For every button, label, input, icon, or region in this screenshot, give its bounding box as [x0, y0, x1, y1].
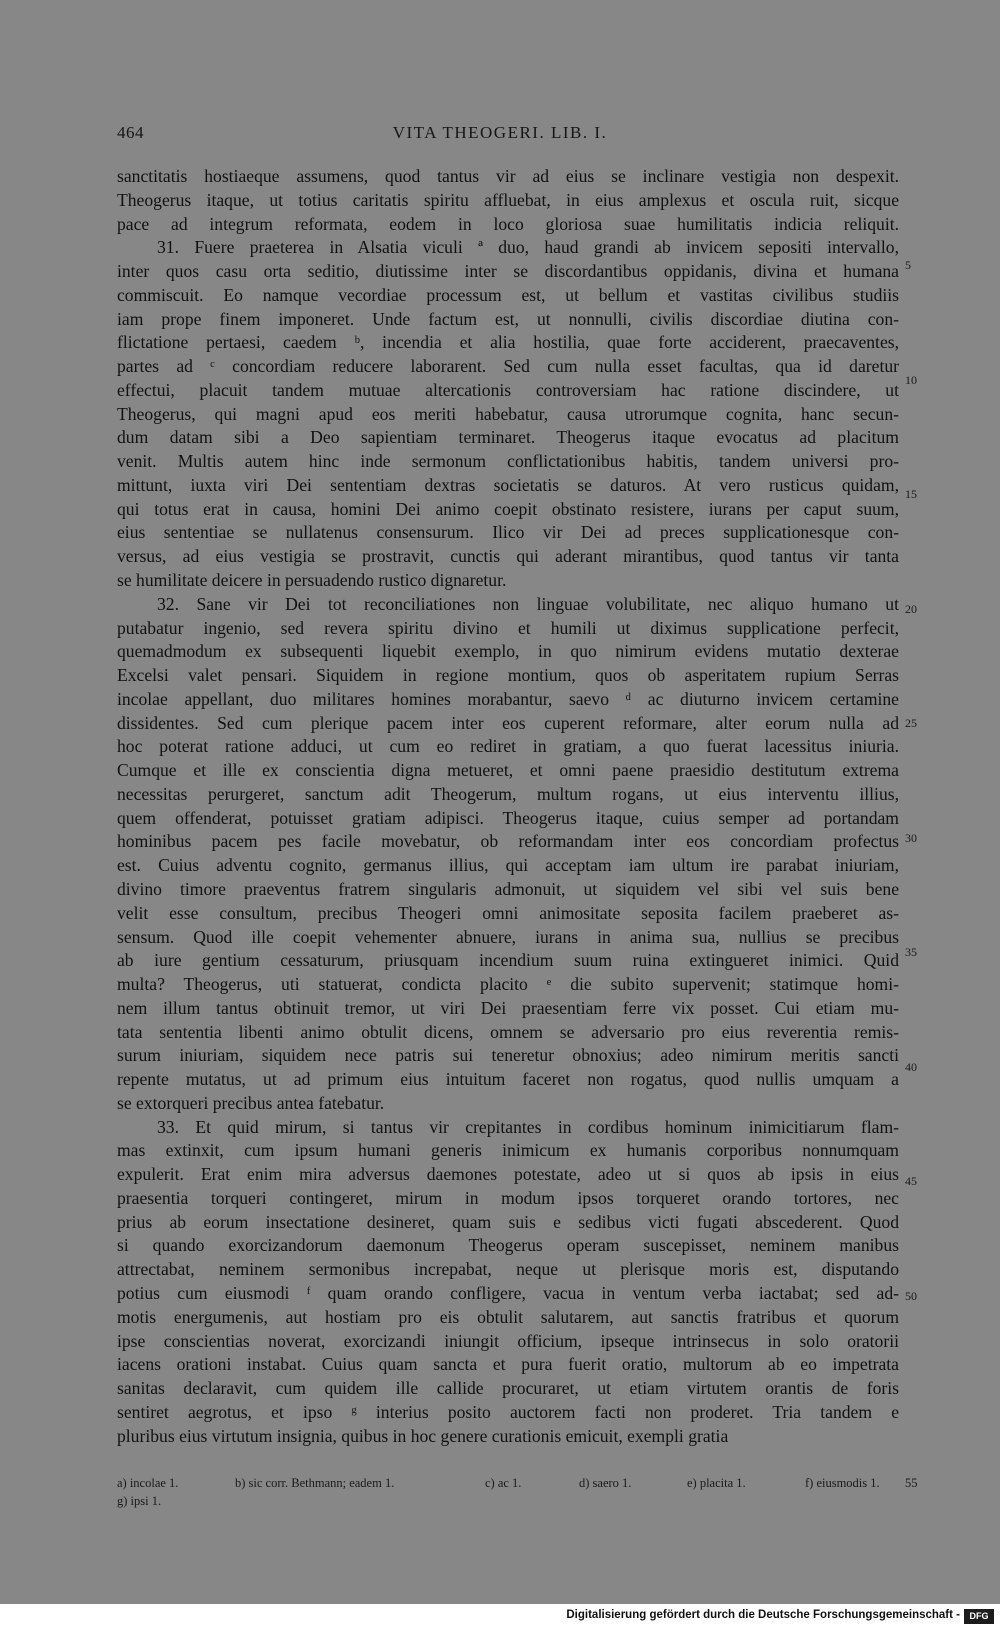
- margin-line-number: 30: [905, 831, 917, 845]
- text-line: divino timore praeventus fratrem singularis admonuit, ut siquidem vel sibi vel suis bene: [117, 878, 899, 899]
- text-line: hominibus pacem pes facile movebatur, ob reformandam inter eos concordiam profectus: [117, 831, 899, 852]
- text-line: mittunt, iuxta viri Dei sententiam dextras societatis se daturos. At vero rusticus quidam,: [117, 474, 899, 495]
- margin-line-number: 55: [905, 1476, 918, 1490]
- text-line: quem offenderat, potuisset gratiam adipisci. Theogerus itaque, cuius semper ad portandam: [117, 807, 899, 828]
- text-line: sanctitatis hostiaeque assumens, quod tantus vir ad eius se inclinare vestigia non despexit.: [117, 166, 899, 186]
- footnote-row: [117, 1476, 917, 1494]
- text-line: Theogerus itaque, ut totius caritatis spiritu affluebat, in eius amplexus et oscula ruit, sicque: [117, 189, 899, 210]
- text-line: sensum. Quod ille coepit vehementer abnuere, iurans in anima sua, nullius se precibus: [117, 926, 899, 947]
- text-line: iacens orationi instabat. Cuius quam sancta et pura fuerit oratio, multorum ab eo impetrata: [117, 1354, 899, 1375]
- text-line: expulerit. Erat enim mira adversus daemones potestate, adeo ut si quos ab ipsis in eius: [117, 1164, 899, 1185]
- text-line: prius ab eorum insectatione desineret, quam suis e sedibus victi fugati abscederent. Quod: [117, 1211, 899, 1232]
- text-line: pace ad integrum reformata, eodem in loco gloriosa suae humilitatis indicia reliquit.: [117, 213, 899, 234]
- margin-line-number: 40: [905, 1060, 917, 1074]
- text-line: ab iure gentium cessaturum, priusquam incendium suum ruina extingueret inimici. Quid: [117, 950, 899, 971]
- text-line: dissidentes. Sed cum plerique pacem inter eos cuperent reformare, alter eorum nulla ad: [117, 712, 899, 733]
- text-line: Cumque et ille ex conscientia digna metueret, et omni paene praesidio destitutum extrema: [117, 760, 899, 781]
- text-line: putabatur ingenio, sed revera spiritu divino et humili ut diximus supplicatione perfecit,: [117, 617, 899, 638]
- text-line: versus, ad eius vestigia se prostravit, cunctis qui aderant mirantibus, quod tantus vir tanta: [117, 546, 899, 567]
- footnote: b) sic corr. Bethmann; eadem 1.: [235, 1476, 395, 1490]
- text-line: inter quos casu orta seditio, diutissime inter se discordantibus oppidanis, divina et humana: [117, 261, 899, 282]
- text-line: surum iniuriam, siquidem nece patris sui teneretur obnoxius; adeo nimirum meritis sancti: [117, 1045, 899, 1066]
- text-line: praesentia torqueri contingeret, mirum in modum ipsos torqueret orando tortores, nec: [117, 1187, 899, 1208]
- margin-line-number: 45: [905, 1174, 917, 1188]
- text-line: nem illum tantus obtinuit tremor, ut viri Dei praesentiam ferre vix posset. Cui etiam mu-: [117, 997, 899, 1018]
- text-line: ipse conscientias noverat, exorcizandi iniungit officium, ipseque intrinsecus in solo oratorii: [117, 1330, 899, 1351]
- page-number: 464: [117, 123, 144, 142]
- text-line: 31. Fuere praeterea in Alsatia viculi ª duo, haud grandi ab invicem sepositi intervallo,: [157, 237, 899, 258]
- text-line: velit esse consultum, precibus Theogeri omni animositate seposita facilem praeberet as-: [117, 902, 899, 923]
- footnote-row: [117, 1494, 161, 1509]
- digitization-footer: [0, 1604, 1000, 1629]
- body-text: [117, 165, 899, 1448]
- text-line: Theogerus, qui magni apud eos meriti habebatur, causa utrorumque cognita, hanc secun-: [117, 403, 899, 424]
- text-line: attrectabat, neminem sermonibus increpabat, neque ut plerisque moris est, disputando: [117, 1259, 899, 1280]
- text-line: mas extinxit, cum ipsum humani generis inimicum ex humanis corporibus nonnumquam: [117, 1140, 899, 1161]
- text-line: 32. Sane vir Dei tot reconciliationes non linguae volubilitate, nec aliquo humano ut: [157, 593, 899, 614]
- text-line: hoc poterat ratione adduci, ut cum eo rediret in gratiam, a quo fuerat lacessitus iniuria.: [117, 736, 899, 757]
- text-line: se humilitate deicere in persuadendo rustico dignaretur.: [117, 570, 507, 591]
- text-line: tata sententia libenti animo obtulit dicens, omnem se adversario pro eius reverentia remis-: [117, 1021, 899, 1042]
- text-line: sentiret aegrotus, et ipso ᵍ interius posito auctorem facti non proderet. Tria tandem e: [117, 1401, 899, 1422]
- text-line: commiscuit. Eo namque vecordiae processum est, ut bellum et vastitas civilibus studiis: [117, 284, 899, 305]
- margin-line-number: 50: [905, 1289, 917, 1303]
- text-line: quemadmodum ex subsequenti liquebit exemplo, in quo nimirum evidens mutatio dexterae: [117, 641, 899, 662]
- text-line: pluribus eius virtutum insignia, quibus in hoc genere curationis emicuit, exempli gratia: [117, 1425, 729, 1446]
- text-line: necessitas perurgeret, sanctum adit Theogerum, multum rogans, ut eius interventu illius,: [117, 783, 899, 804]
- text-line: sanitas declaravit, cum quidem ille callide procuraret, ut etiam virtutem orantis de foris: [117, 1378, 899, 1399]
- text-line: Excelsi valet pensari. Siquidem in regione montium, quos ob asperitatem rupium Serras: [117, 665, 899, 686]
- text-line: eius sententiae se nullatenus consensurum. Ilico vir Dei ad preces supplicationesque con-: [117, 522, 899, 543]
- margin-line-number: 25: [905, 716, 917, 730]
- text-line: multa? Theogerus, uti statuerat, condicta placito ᵉ die subito supervenit; statimque homi-: [117, 974, 899, 995]
- text-line: potius cum eiusmodi ᶠ quam orando confligere, vacua in ventum verba iactabat; sed ad-: [117, 1282, 899, 1303]
- margin-line-number: 15: [905, 487, 917, 501]
- text-line: 33. Et quid mirum, si tantus vir crepitantes in cordibus hominum inimicitiarum flam-: [157, 1116, 899, 1137]
- footnote: a) incolae 1.: [117, 1476, 179, 1490]
- text-line: iam prope finem imponeret. Unde factum est, ut nonnulli, civilis discordiae diutina con-: [117, 308, 899, 329]
- text-line: incolae appellant, duo militares homines morabantur, saevo ᵈ ac diuturno invicem certamine: [117, 688, 899, 709]
- margin-line-number: 5: [905, 258, 911, 272]
- text-line: si quando exorcizandorum daemonum Theogerus operam suscepisset, neminem manibus: [117, 1235, 899, 1256]
- text-line: venit. Multis autem hinc inde sermonum conflictationibus habitis, tandem universi pro-: [117, 451, 899, 472]
- text-line: motis energumenis, aut hostiam pro eis obtulit salutarem, aut sanctis fratribus et quorum: [117, 1306, 899, 1327]
- footnote: e) placita 1.: [687, 1476, 746, 1490]
- funding-credit: Digitalisierung gefördert durch die Deutsche Forschungsgemeinschaft -: [566, 1609, 960, 1621]
- dfg-logo: DFG: [964, 1609, 994, 1624]
- footnote: c) ac 1.: [485, 1476, 522, 1490]
- running-title: VITA THEOGERI. LIB. I.: [392, 123, 608, 142]
- margin-line-number: 35: [905, 945, 917, 959]
- text-line: repente mutatus, ut ad primum eius intuitum faceret non rogatus, quod nullis umquam a: [117, 1069, 899, 1090]
- margin-line-number: 20: [905, 602, 917, 616]
- text-line: est. Cuius adventu cognito, germanus illius, qui acceptam iam ultum ire parabat iniuriam,: [117, 855, 899, 876]
- margin-line-number: 10: [905, 373, 917, 387]
- text-line: partes ad ᶜ concordiam reducere laborarent. Sed cum nulla esset facultas, qua id daretur: [117, 356, 899, 377]
- footnote: d) saero 1.: [579, 1476, 632, 1490]
- text-line: dum datam sibi a Deo sapientiam terminaret. Theogerus itaque evocatus ad placitum: [117, 427, 899, 448]
- footnote: g) ipsi 1.: [117, 1494, 162, 1508]
- text-line: se extorqueri precibus antea fatebatur.: [117, 1092, 385, 1113]
- footnote: f) eiusmodis 1.: [805, 1476, 880, 1490]
- text-line: effectui, placuit tandem mutuae altercationis controversiam hac ratione discindere, ut: [117, 379, 899, 400]
- text-line: qui totus erat in causa, homini Dei animo coepit obstinato resistere, iurans per caput suum,: [117, 498, 899, 519]
- text-line: flictatione pertaesi, caedem ᵇ, incendia et alia hostilia, quae forte acciderent, praecaventes,: [117, 332, 899, 353]
